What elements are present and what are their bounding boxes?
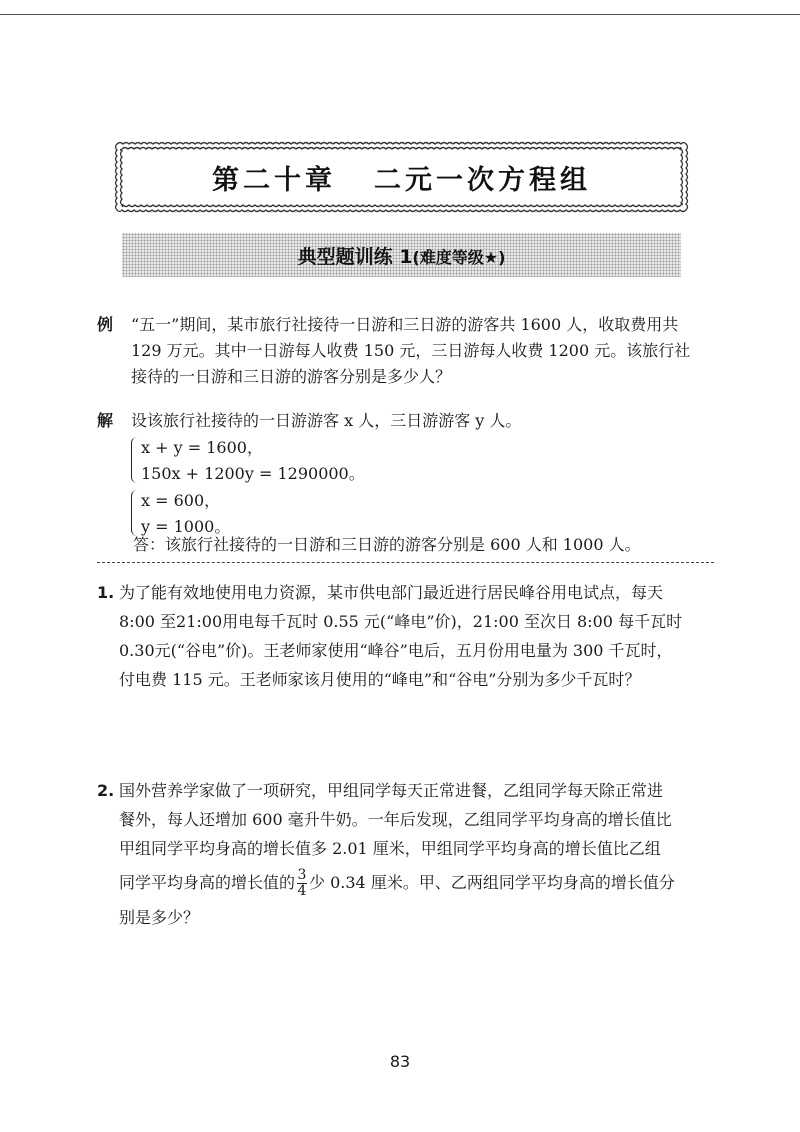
problem-line: 为了能有效地使用电力资源，某市供电部门最近进行居民峰谷用电试点，每天 <box>119 583 664 602</box>
fraction <box>297 868 307 899</box>
chapter-name: 二元一次方程组 <box>374 164 591 196</box>
equation: x + y = 1600， <box>141 438 263 457</box>
problem-number: 2. <box>97 781 115 800</box>
example-line: 接待的一日游和三日游的游客分别是多少人？ <box>131 367 452 386</box>
equation: x = 600， <box>141 491 221 510</box>
solution-intro: 设该旅行社接待的一日游游客 x 人，三日游游客 y 人。 <box>131 411 522 430</box>
equation-system-1 <box>131 435 365 487</box>
line-text: 同学平均身高的增长值的 <box>119 873 296 892</box>
example-line: “五一”期间，某市旅行社接待一日游和三日游的游客共 1600 人，收取费用共 <box>131 315 679 334</box>
top-rule <box>0 14 800 15</box>
chapter-banner <box>113 140 690 214</box>
page-number: 83 <box>389 1052 411 1071</box>
problem-number: 1. <box>97 583 115 602</box>
problem-line: 别是多少？ <box>119 908 200 927</box>
problem-line: 付电费 115 元。王老师家该月使用的“峰电”和“谷电”分别为多少千瓦时？ <box>119 670 641 689</box>
difficulty-label: (难度等级★) <box>412 247 506 267</box>
section-band <box>122 233 681 277</box>
fraction-denominator: 4 <box>297 883 307 899</box>
problem-line: 8:00 至21:00用电每千瓦时 0.55 元(“峰电”价)，21:00 至次日 8:00 每千瓦时 <box>119 612 683 631</box>
example-line: 129 万元。其中一日游每人收费 150 元，三日游每人收费 1200 元。该旅行社 <box>131 341 691 360</box>
equation: 150x + 1200y = 1290000。 <box>141 464 365 483</box>
line-text: 少 0.34 厘米。甲、乙两组同学平均身高的增长值分 <box>309 873 675 892</box>
solution-answer: 答：该旅行社接待的一日游和三日游的游客分别是 600 人和 1000 人。 <box>133 535 641 554</box>
example-label: 例 <box>97 315 114 334</box>
problem-line: 餐外，每人还增加 600 毫升牛奶。一年后发现，乙组同学平均身高的增长值比 <box>119 810 672 829</box>
section-title <box>298 242 506 269</box>
solution-block <box>97 408 717 558</box>
problem-line: 国外营养学家做了一项研究，甲组同学每天正常进餐，乙组同学每天除正常进 <box>119 781 664 800</box>
brace <box>131 490 139 536</box>
problem-line: 0.30元(“谷电”价)。王老师家使用“峰谷”电后，五月份用电量为 300 千瓦时， <box>119 641 673 660</box>
fraction-numerator: 3 <box>297 867 307 883</box>
chapter-title <box>113 140 690 214</box>
problem-line: 甲组同学平均身高的增长值多 2.01 厘米，甲组同学平均身高的增长值比乙组 <box>119 839 661 858</box>
chapter-number: 第二十章 <box>212 164 336 196</box>
brace <box>131 437 139 483</box>
section-title-text: 典型题训练 1 <box>297 245 413 268</box>
equation: y = 1000。 <box>141 517 231 536</box>
problem-line-with-fraction <box>119 863 717 903</box>
solution-label: 解 <box>97 411 114 430</box>
dashed-divider <box>97 562 714 563</box>
